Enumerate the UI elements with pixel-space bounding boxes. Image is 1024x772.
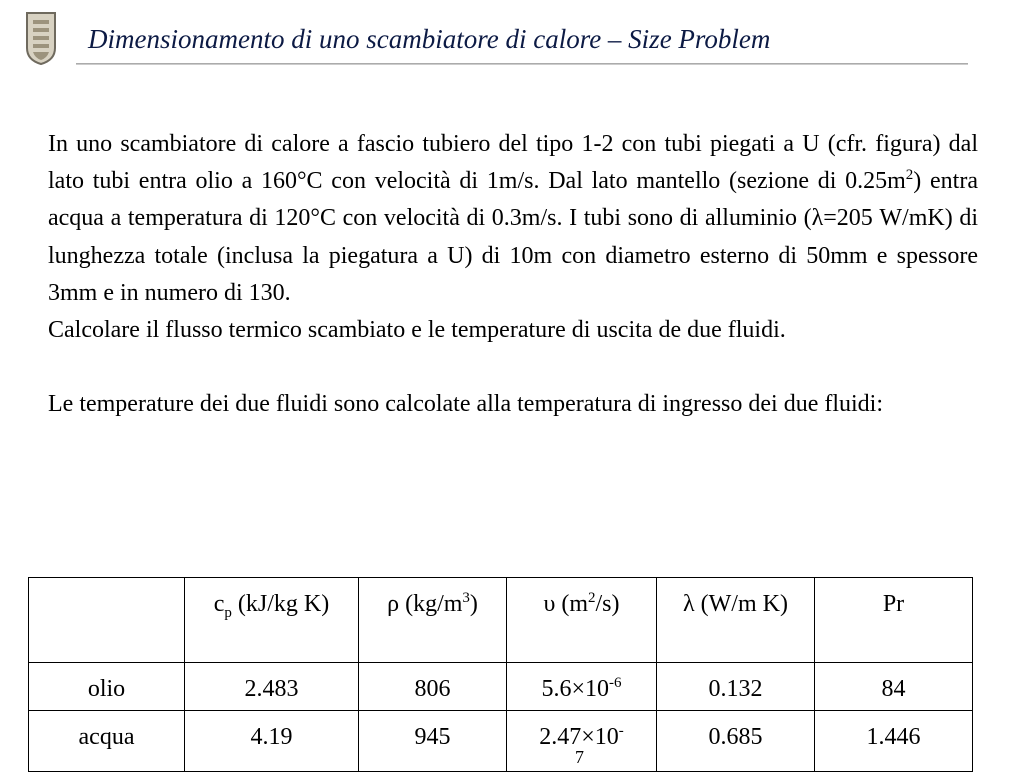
problem-text-part-2: ) entra acqua a temperatura di 120°C con velocità di 0.3m/s. I tubi sono di alluminio (λ=205 W/mK) di lunghezza totale (inclusa la piegatura a U) di 10m con diametro esterno di 50mm e spessore 3mm e in numero di 130. [48, 168, 978, 306]
shield-crest-icon [24, 10, 58, 66]
table-row [29, 663, 973, 711]
cell-conductivity: 0.132 [657, 663, 815, 711]
title-divider [76, 63, 968, 65]
cell-prandtl: 1.446 [815, 711, 973, 772]
cell-cp: 2.483 [185, 663, 359, 711]
header-cell-cp: $c_p$ (kJ/kg K) [185, 578, 359, 663]
problem-text [48, 126, 978, 423]
page-title: Dimensionamento di uno scambiatore di calore – Size Problem [88, 24, 771, 54]
header-cell-conductivity: λ (W/m K) [657, 578, 815, 663]
cell-cp: 4.19 [185, 711, 359, 772]
table-header-row [29, 578, 973, 663]
fluid-properties-table [28, 577, 973, 772]
cell-viscosity: $5.6\times 10^{-6}$ [507, 663, 657, 711]
task-paragraph: Calcolare il flusso termico scambiato e le temperature di uscita de due fluidi. [48, 317, 786, 344]
wrapped-exponent: 7 [575, 747, 584, 767]
problem-text-part-1: In uno scambiatore di calore a fascio tubiero del tipo 1-2 con tubi piegati a U (cfr. figura) dal lato tubi entra olio a 160°C con velocità di 1m/s. Dal lato mantello (sezione di 0.25m [48, 131, 978, 195]
cell-conductivity: 0.685 [657, 711, 815, 772]
table-row [29, 711, 973, 772]
problem-paragraph [48, 126, 978, 312]
superscript-2: 2 [905, 167, 914, 184]
header-cell-empty [29, 578, 185, 663]
header-cell-prandtl: Pr [815, 578, 973, 663]
cell-viscosity: 2.47×10- [507, 711, 657, 772]
header-cell-viscosity: υ $(m^2/s)$ [507, 578, 657, 663]
cell-density: 945 [359, 711, 507, 772]
cell-density: 806 [359, 663, 507, 711]
cell-prandtl: 84 [815, 663, 973, 711]
row-label: acqua [29, 711, 185, 772]
note-paragraph: Le temperature dei due fluidi sono calcolate alla temperatura di ingresso dei due fluidi: [48, 391, 884, 418]
header-cell-density: ρ $(kg/m^3)$ [359, 578, 507, 663]
row-label: olio [29, 663, 185, 711]
